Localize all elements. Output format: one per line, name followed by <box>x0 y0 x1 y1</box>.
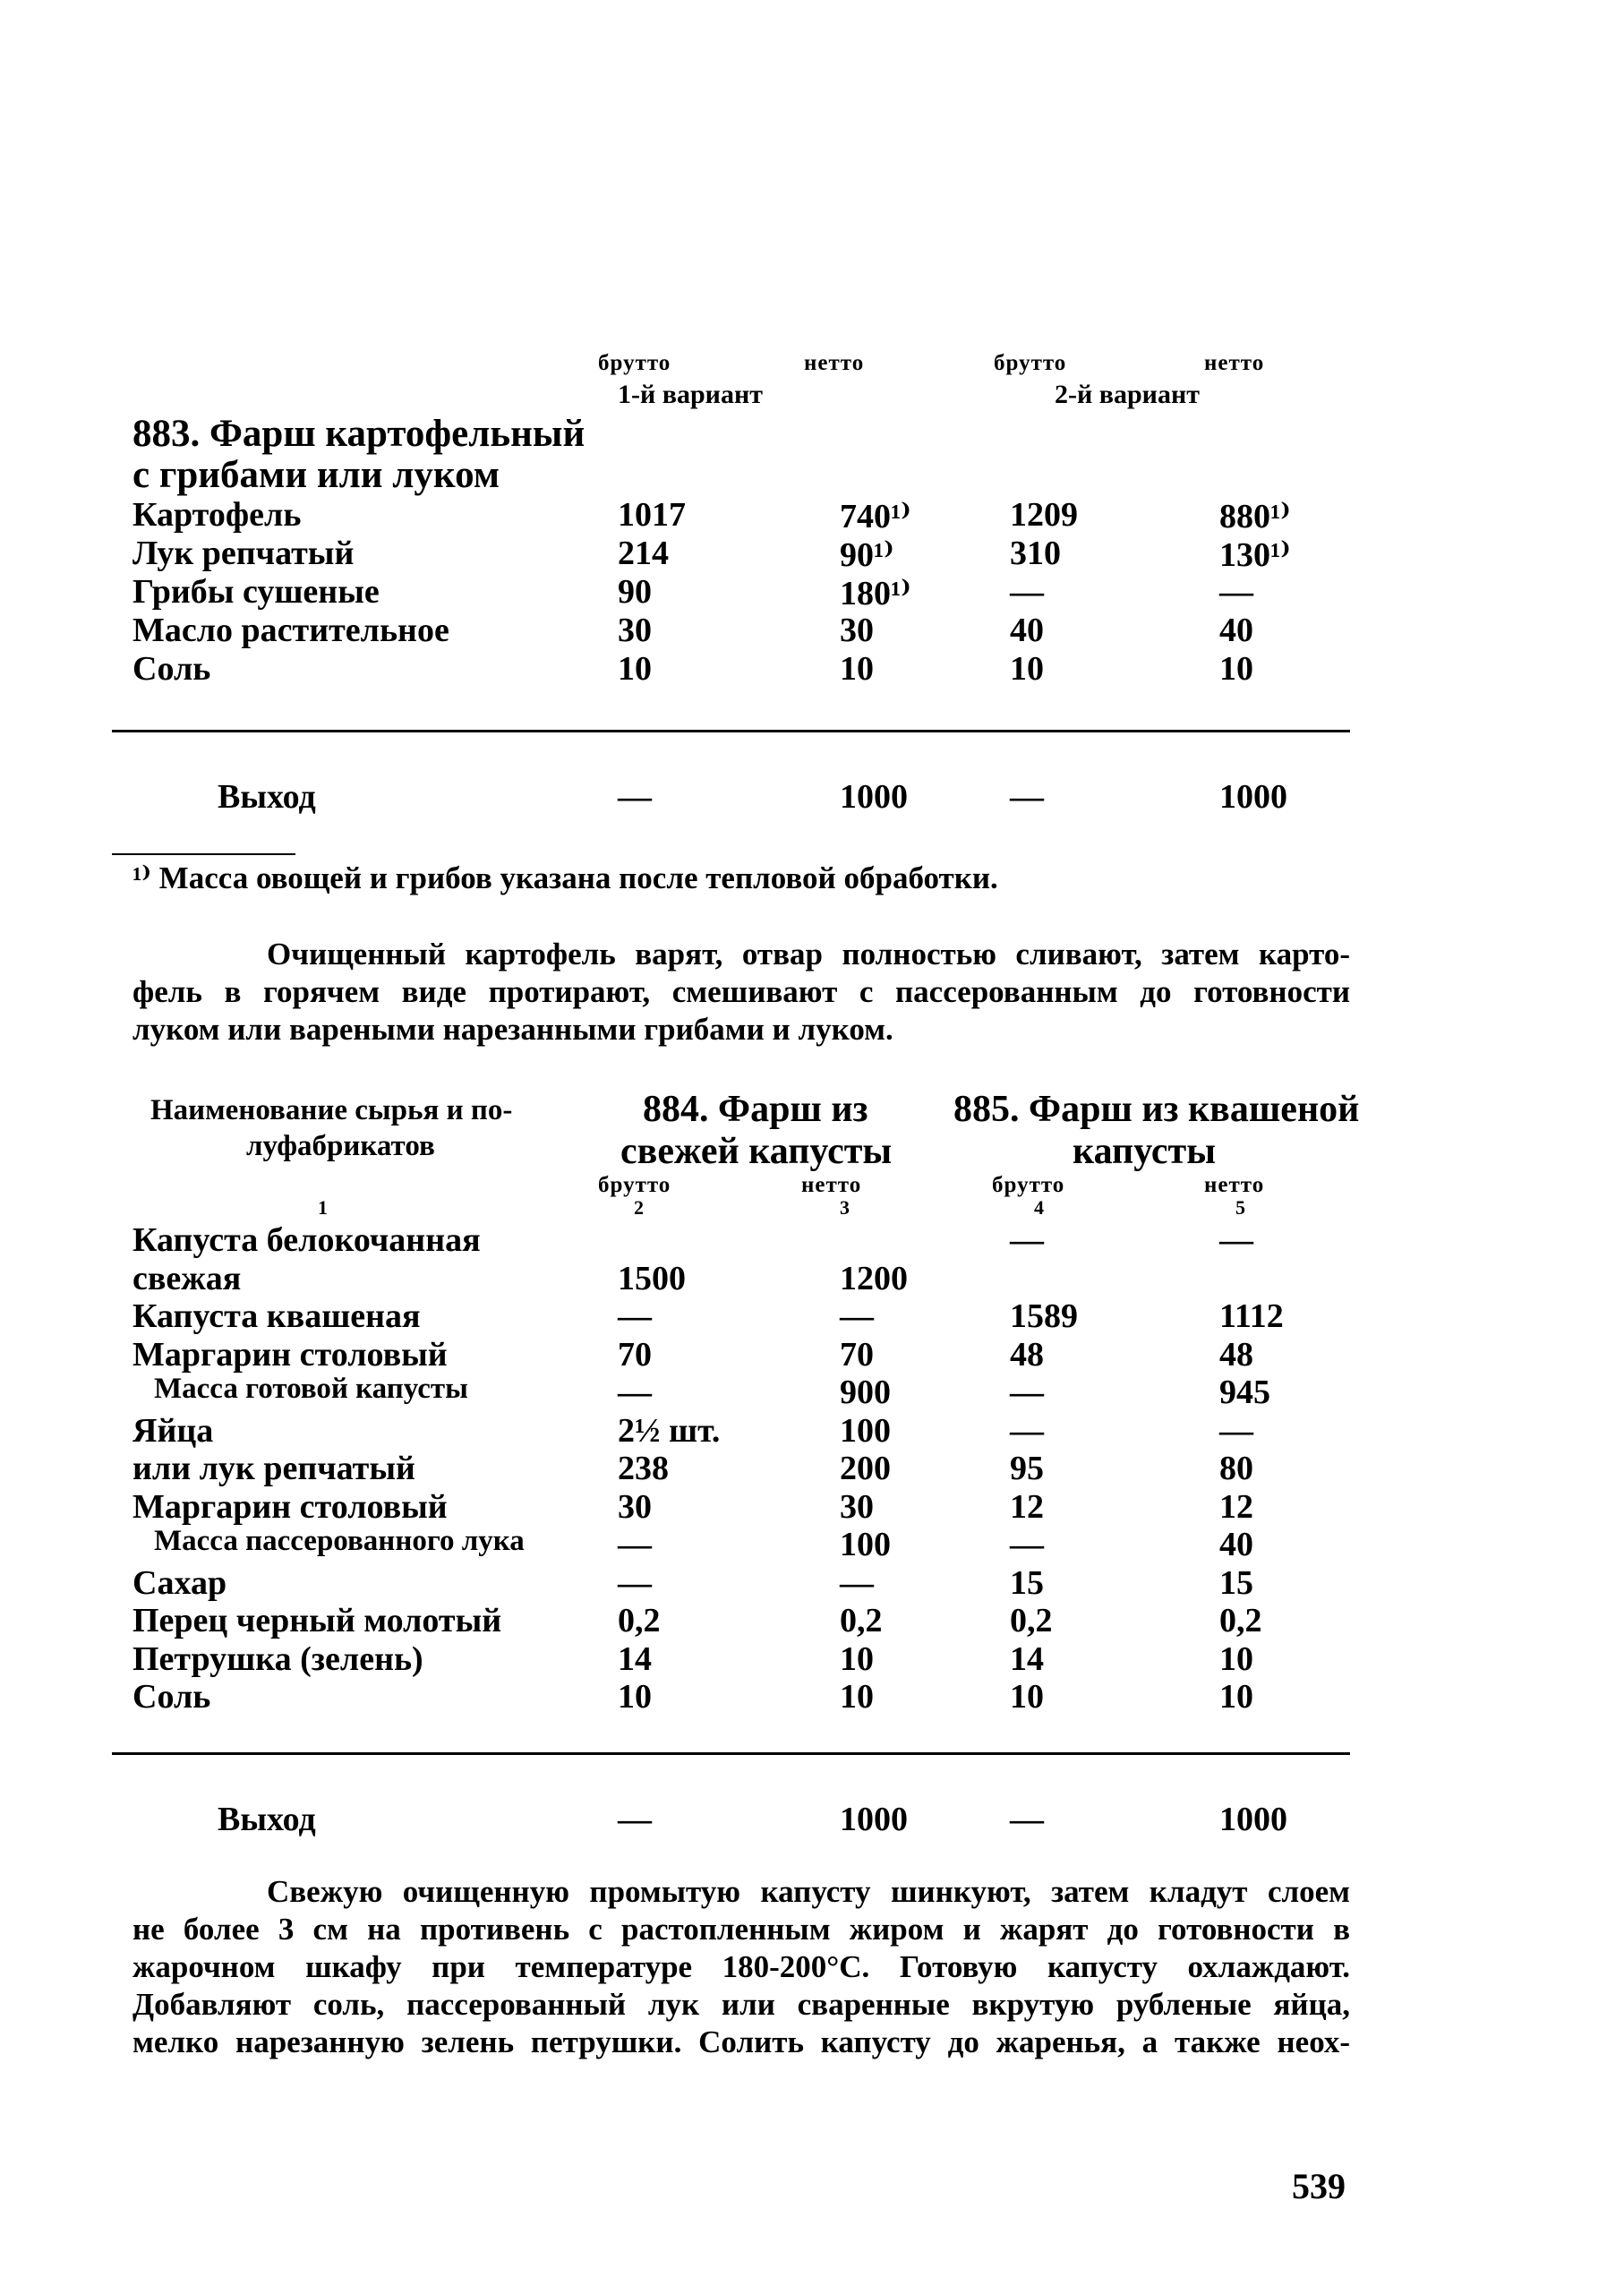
row-value: 180¹⁾ <box>840 575 911 612</box>
col-header-netto-1: нетто <box>804 351 865 375</box>
row-name: Перец черный молотый <box>132 1602 502 1639</box>
row-name: Соль <box>132 650 211 688</box>
row-name: Маргарин столовый <box>132 1487 448 1526</box>
variant-1-label: 1-й вариант <box>618 380 763 409</box>
name-header-line1: Наименование сырья и по- <box>150 1094 513 1126</box>
row-value: 10 <box>840 650 874 688</box>
row-value: 30 <box>840 1487 874 1526</box>
col-header-brutto-2: брутто <box>994 351 1067 375</box>
recipe-883-title-line1: 883. Фарш картофельный <box>132 413 585 455</box>
row-value: — <box>1219 1221 1253 1259</box>
row-name: Картофель <box>132 496 302 534</box>
paragraph-line: не более 3 см на противень с растопленным жиром и жарят до готовности в <box>132 1912 1350 1947</box>
table-884-885-yield-value: — <box>618 1801 652 1838</box>
row-value: 238 <box>618 1450 669 1487</box>
row-value: 14 <box>1010 1639 1044 1678</box>
row-value: 14 <box>618 1639 652 1678</box>
row-value: 1017 <box>618 496 686 534</box>
row-value: — <box>618 1563 652 1602</box>
row-value: 214 <box>618 535 669 572</box>
col-number: 2 <box>634 1196 644 1219</box>
paragraph-line: жарочном шкафу при температуре 180-200°С. Готовую капусту охлаждают. <box>132 1949 1350 1984</box>
col-header-brutto-885: брутто <box>992 1173 1065 1197</box>
row-value: 10 <box>840 1639 874 1678</box>
table-884-885-yield-value: — <box>1010 1801 1044 1838</box>
row-value: 2½ шт. <box>618 1411 721 1450</box>
row-value: 880¹⁾ <box>1219 498 1291 535</box>
recipe-885-title-line2: капусты <box>1073 1131 1216 1172</box>
row-value: 10 <box>1219 650 1253 688</box>
row-value: 100 <box>840 1526 891 1563</box>
row-name: Капуста белокочанная <box>132 1221 481 1259</box>
row-name: Маргарин столовый <box>132 1335 448 1374</box>
row-value: — <box>840 1563 874 1602</box>
row-name: Соль <box>132 1678 211 1716</box>
row-value: — <box>1010 1411 1044 1450</box>
paragraph-line: Добавляют соль, пассерованный лук или сваренные вкрутую рубленые яйца, <box>132 1987 1350 2022</box>
row-name: Капуста квашеная <box>132 1297 421 1335</box>
table-883-yield-value: 1000 <box>840 778 908 816</box>
row-value: 10 <box>1219 1678 1253 1716</box>
row-value: 945 <box>1219 1374 1270 1411</box>
row-value: 1500 <box>618 1259 686 1297</box>
footnote: ¹⁾ Масса овощей и грибов указана после тепловой обработки. <box>132 860 998 895</box>
paragraph-884-method <box>132 1873 1350 2061</box>
row-name: Петрушка (зелень) <box>132 1639 423 1678</box>
row-value: 30 <box>618 612 652 649</box>
row-value: 1589 <box>1010 1297 1078 1335</box>
row-name: Лук репчатый <box>132 535 355 572</box>
row-value: 70 <box>840 1335 874 1374</box>
row-value: 10 <box>618 1678 652 1716</box>
row-value: 10 <box>1219 1639 1253 1678</box>
row-name: Масло растительное <box>132 612 449 649</box>
col-number: 1 <box>318 1196 328 1219</box>
row-value: 200 <box>840 1450 891 1487</box>
row-value: 740¹⁾ <box>840 498 911 535</box>
row-value: — <box>1010 1526 1044 1563</box>
row-value: — <box>1219 1411 1253 1450</box>
row-value: 12 <box>1010 1487 1044 1526</box>
paragraph-line: мелко нарезанную зелень петрушки. Солить капусту до жаренья, а также неох- <box>132 2024 1350 2059</box>
col-header-netto-884: нетто <box>801 1173 862 1197</box>
col-header-brutto-1: брутто <box>598 351 671 375</box>
row-value: 10 <box>840 1678 874 1716</box>
row-value: 40 <box>1219 1526 1253 1563</box>
row-value: 40 <box>1010 612 1044 649</box>
paragraph-line: луком или вареными нарезанными грибами и луком. <box>132 1012 893 1047</box>
recipe-883-title-line2: с грибами или луком <box>132 454 500 496</box>
col-number: 5 <box>1235 1196 1245 1219</box>
row-value: — <box>618 1297 652 1335</box>
row-value: 1209 <box>1010 496 1078 534</box>
row-value: 30 <box>618 1487 652 1526</box>
row-value: 0,2 <box>1219 1602 1262 1639</box>
variant-2-label: 2-й вариант <box>1055 380 1200 409</box>
table-883-yield-value: — <box>618 778 652 816</box>
footnote-rule <box>112 853 295 855</box>
name-header-line2: луфабрикатов <box>246 1130 435 1162</box>
table-883-yield-label: Выход <box>218 778 316 816</box>
row-value: — <box>1219 573 1253 611</box>
row-value: 48 <box>1219 1335 1253 1374</box>
table-884-885-yield-label: Выход <box>218 1801 316 1838</box>
row-name: Масса готовой капусты <box>154 1373 468 1405</box>
row-value: 80 <box>1219 1450 1253 1487</box>
paragraph-line: Свежую очищенную промытую капусту шинкуют, затем кладут слоем <box>267 1874 1350 1909</box>
paragraph-line: Очищенный картофель варят, отвар полностью сливают, затем карто- <box>267 937 1350 972</box>
page-number: 539 <box>1292 2166 1346 2206</box>
row-value: 130¹⁾ <box>1219 536 1291 574</box>
row-name: Масса пассерованного лука <box>154 1525 525 1557</box>
row-value: 90 <box>618 573 652 611</box>
col-header-netto-2: нетто <box>1204 351 1265 375</box>
row-value: — <box>618 1374 652 1411</box>
row-value: — <box>1010 573 1044 611</box>
row-value: 15 <box>1010 1563 1044 1602</box>
table-884-885-rule <box>112 1752 1350 1755</box>
paragraph-883-method <box>132 936 1350 1049</box>
row-value: 900 <box>840 1374 891 1411</box>
row-value: 90¹⁾ <box>840 536 894 574</box>
row-value: 0,2 <box>618 1602 661 1639</box>
recipe-884-title-line2: свежей капусты <box>620 1131 893 1172</box>
row-value: 12 <box>1219 1487 1253 1526</box>
row-name: Сахар <box>132 1563 227 1602</box>
row-value: 15 <box>1219 1563 1253 1602</box>
col-header-netto-885: нетто <box>1204 1173 1265 1197</box>
row-value: 100 <box>840 1411 891 1450</box>
col-number: 4 <box>1034 1196 1044 1219</box>
row-name: Грибы сушеные <box>132 573 380 611</box>
row-value: 30 <box>840 612 874 649</box>
row-value: 10 <box>1010 1678 1044 1716</box>
row-name: или лук репчатый <box>132 1450 415 1487</box>
table-884-885-yield-value: 1000 <box>1219 1801 1287 1838</box>
row-value: 10 <box>618 650 652 688</box>
row-value: — <box>1010 1221 1044 1259</box>
table-883-yield-value: 1000 <box>1219 778 1287 816</box>
recipe-884-title-line1: 884. Фарш из <box>643 1089 868 1130</box>
row-name: свежая <box>132 1259 242 1297</box>
row-value: — <box>840 1297 874 1335</box>
col-header-brutto-884: брутто <box>598 1173 671 1197</box>
row-value: 0,2 <box>840 1602 883 1639</box>
row-value: 95 <box>1010 1450 1044 1487</box>
row-value: 40 <box>1219 612 1253 649</box>
row-value: 10 <box>1010 650 1044 688</box>
table-883-yield-value: — <box>1010 778 1044 816</box>
recipe-885-title-line1: 885. Фарш из квашеной <box>953 1089 1360 1130</box>
row-value: 48 <box>1010 1335 1044 1374</box>
row-name: Яйца <box>132 1411 214 1450</box>
row-value: 70 <box>618 1335 652 1374</box>
row-value: — <box>1010 1374 1044 1411</box>
row-value: 1200 <box>840 1259 908 1297</box>
paragraph-line: фель в горячем виде протирают, смешивают с пассерованным до готовности <box>132 974 1350 1009</box>
table-884-885-yield-value: 1000 <box>840 1801 908 1838</box>
col-number: 3 <box>840 1196 850 1219</box>
table-883-rule <box>112 730 1350 732</box>
row-value: 1112 <box>1219 1297 1284 1335</box>
row-value: 0,2 <box>1010 1602 1053 1639</box>
row-value: 310 <box>1010 535 1061 572</box>
row-value: — <box>618 1526 652 1563</box>
